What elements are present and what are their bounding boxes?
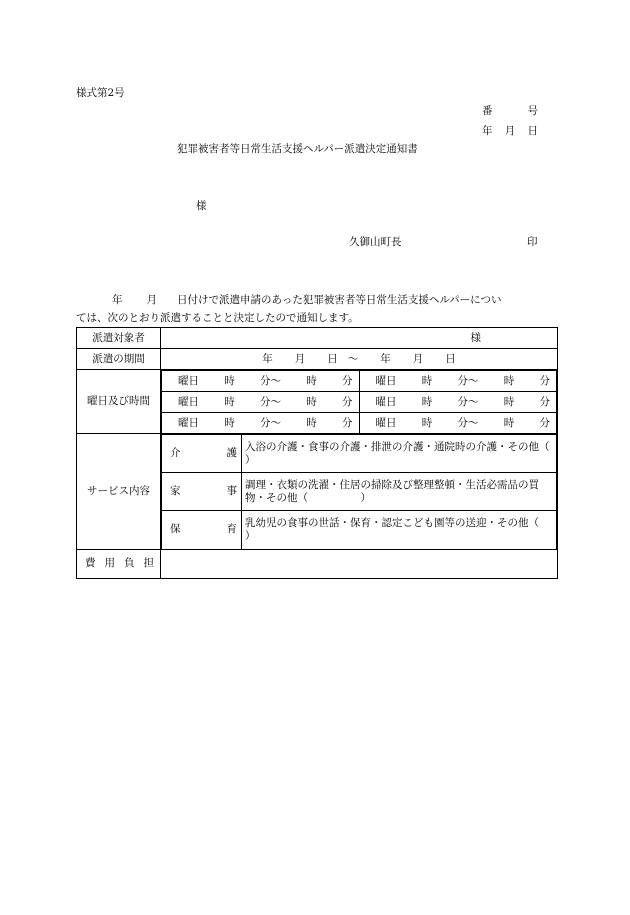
period-tilde: ～ bbox=[347, 352, 359, 365]
service-childcare-row bbox=[162, 511, 557, 549]
period-end-year: 年 bbox=[380, 352, 391, 365]
dispatch-table bbox=[76, 327, 602, 579]
seal-mark: 印 bbox=[527, 236, 538, 248]
service-category-care: 介 護 bbox=[162, 435, 242, 473]
target-label: 派遣対象者 bbox=[77, 328, 161, 349]
schedule-subtable bbox=[161, 370, 557, 433]
schedule-grid bbox=[161, 370, 558, 434]
fee-value bbox=[161, 549, 558, 578]
schedule-slot: 曜日 時 分～ 時 分 bbox=[359, 392, 557, 413]
body-text-1: 日付けで派遣申請のあった犯罪被害者等日常生活支援ヘルパーについ bbox=[177, 294, 502, 306]
date-line bbox=[482, 124, 538, 138]
service-subtable bbox=[161, 434, 602, 549]
document-title: 犯罪被害者等日常生活支援ヘルパー派遣決定通知書 bbox=[177, 143, 418, 155]
ref-number-char-2: 号 bbox=[527, 105, 538, 117]
period-start-month: 月 bbox=[294, 352, 306, 365]
service-category-childcare: 保 育 bbox=[162, 511, 242, 549]
period-label: 派遣の期間 bbox=[77, 349, 161, 370]
schedule-label: 曜日及び時間 bbox=[77, 370, 161, 434]
notice-body-line-2: ては、次のとおり派遣することと決定したので通知します。 bbox=[76, 312, 359, 324]
service-label: サービス内容 bbox=[77, 434, 161, 550]
form-number: 様式第2号 bbox=[76, 87, 125, 99]
period-start-year: 年 bbox=[262, 352, 273, 365]
period-value bbox=[161, 349, 558, 370]
service-grid bbox=[161, 434, 602, 550]
date-month: 月 bbox=[504, 125, 516, 137]
schedule-slot: 曜日 時 分～ 時 分 bbox=[162, 413, 360, 434]
notice-body-line-1 bbox=[76, 293, 557, 307]
schedule-slot: 曜日 時 分～ 時 分 bbox=[162, 371, 360, 392]
schedule-slot: 曜日 時 分～ 時 分 bbox=[359, 413, 557, 434]
body-year: 年 bbox=[112, 294, 123, 306]
date-day: 日 bbox=[527, 125, 538, 137]
schedule-slot: 曜日 時 分～ 時 分 bbox=[359, 371, 557, 392]
period-end-month: 月 bbox=[412, 352, 424, 365]
schedule-slot: 曜日 時 分～ 時 分 bbox=[162, 392, 360, 413]
body-month: 月 bbox=[146, 294, 157, 306]
target-row bbox=[77, 328, 558, 349]
fee-label: 費 用 負 担 bbox=[77, 549, 161, 578]
issuer-name: 久御山町長 bbox=[349, 236, 402, 248]
service-care-row bbox=[162, 435, 557, 473]
service-row bbox=[77, 434, 558, 550]
service-desc-care: 入浴の介護・食事の介護・排泄の介護・通院時の介護・その他（ ） bbox=[242, 435, 557, 473]
ref-number-char-1: 番 bbox=[482, 105, 493, 117]
service-category-housework: 家 事 bbox=[162, 473, 242, 511]
target-sama: 様 bbox=[161, 328, 558, 349]
date-year: 年 bbox=[482, 125, 493, 137]
reference-number bbox=[482, 104, 538, 118]
service-desc-childcare: 乳幼児の食事の世話・保育・認定こども園等の送迎・その他（ ） bbox=[242, 511, 557, 549]
service-housework-row bbox=[162, 473, 557, 511]
recipient-honorific: 様 bbox=[196, 200, 207, 212]
period-row bbox=[77, 349, 558, 370]
schedule-row bbox=[77, 370, 558, 434]
fee-row bbox=[77, 549, 558, 578]
service-desc-housework: 調理・衣類の洗濯・住居の掃除及び整理整頓・生活必需品の買物・その他（ ） bbox=[242, 473, 557, 511]
period-end-day: 日 bbox=[445, 352, 456, 365]
period-start-day: 日 bbox=[327, 352, 338, 365]
